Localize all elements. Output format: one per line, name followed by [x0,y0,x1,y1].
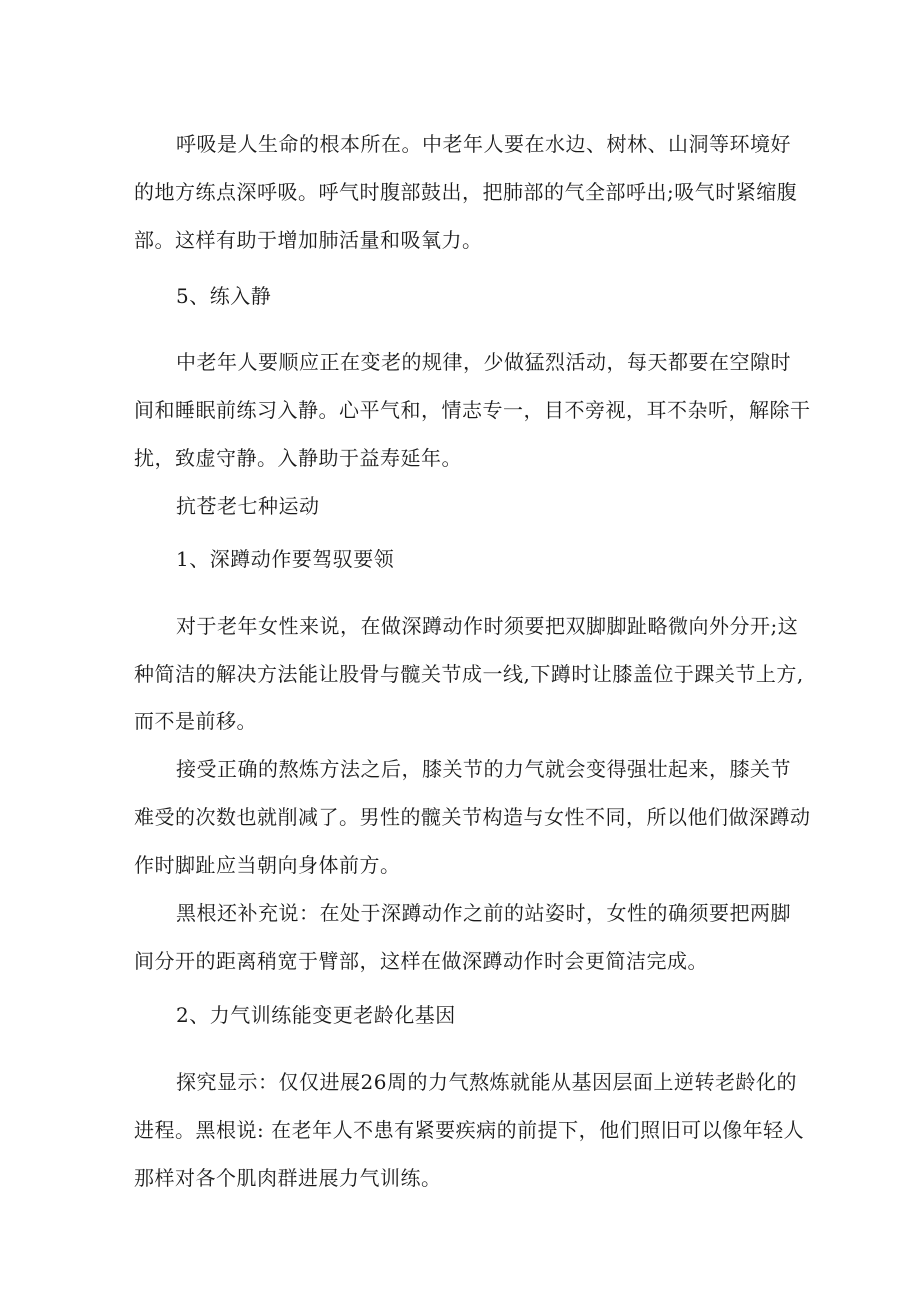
paragraph-quiet-line-1: 中老年人要顺应正在变老的规律，少做猛烈活动，每天都要在空隙时 [176,350,791,374]
heading-item-2: 2、力气训练能变更老龄化基因 [176,1003,456,1027]
paragraph-squat-line-2: 种简洁的解决方法能让股骨与髋关节成一线,下蹲时让膝盖位于踝关节上方, [134,662,804,686]
paragraph-breathing-line-2: 的地方练点深呼吸。呼气时腹部鼓出，把肺部的气全部呼出;吸气时紧缩腹 [134,180,798,204]
paragraph-strength-line-3: 那样对各个肌肉群进展力气训练。 [134,1166,442,1190]
paragraph-knee-line-3: 作时脚趾应当朝向身体前方。 [134,853,401,877]
heading-item-5: 5、练入静 [176,284,272,308]
paragraph-stance-line-1: 黑根还补充说：在处于深蹲动作之前的站姿时，女性的确须要把两脚 [176,901,791,925]
paragraph-quiet-line-2: 间和睡眠前练习入静。心平气和，情志专一，目不旁视，耳不杂听，解除干 [134,398,811,422]
paragraph-breathing-line-3: 部。这样有助于增加肺活量和吸氧力。 [134,228,483,252]
paragraph-squat-line-1: 对于老年女性来说，在做深蹲动作时须要把双脚脚趾略微向外分开;这 [176,614,799,638]
paragraph-stance-line-2: 间分开的距离稍宽于臂部，这样在做深蹲动作时会更简洁完成。 [134,949,708,973]
heading-item-1: 1、深蹲动作要驾驭要领 [176,547,395,571]
paragraph-knee-line-2: 难受的次数也就削减了。男性的髋关节构造与女性不同，所以他们做深蹲动 [134,805,811,829]
paragraph-breathing-line-1: 呼吸是人生命的根本所在。中老年人要在水边、树林、山洞等环境好 [176,132,791,156]
paragraph-squat-line-3: 而不是前移。 [134,709,257,733]
paragraph-strength-line-2: 进程。黑根说: 在老年人不患有紧要疾病的前提下，他们照旧可以像年轻人 [134,1118,805,1142]
section-title: 抗苍老七种运动 [176,494,320,518]
paragraph-knee-line-1: 接受正确的熬炼方法之后，膝关节的力气就会变得强壮起来，膝关节 [176,757,791,781]
paragraph-strength-line-1: 探究显示：仅仅进展26周的力气熬炼就能从基因层面上逆转老龄化的 [176,1070,797,1094]
paragraph-quiet-line-3: 扰，致虚守静。入静助于益寿延年。 [134,446,462,470]
